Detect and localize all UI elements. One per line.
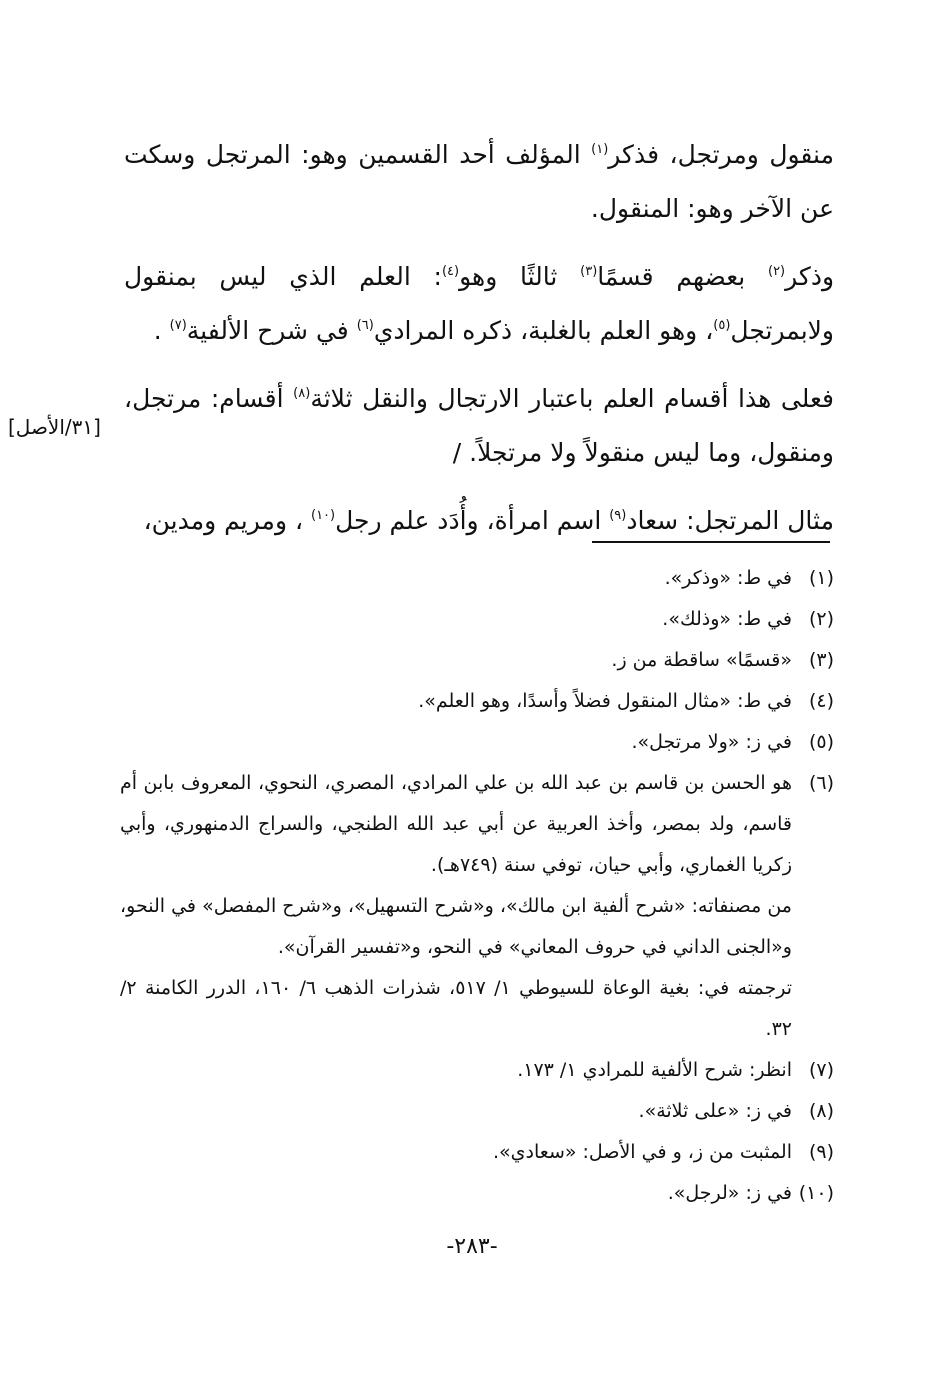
footnotes [120,558,834,1214]
footnote [120,640,834,681]
paragraph [124,128,834,236]
footnote-line: في ط: «وذكر». [664,567,792,589]
text-segment: ، وهو العلم بالغلبة، ذكره المرادي [373,316,714,345]
footnote-number: (٤) [808,690,834,712]
footnote-number: (٣) [808,649,834,671]
text-segment: . [153,316,170,345]
footnote-marker: (٥) [713,318,731,333]
footnote-text [120,681,792,722]
main-text [124,128,834,548]
footnote [120,681,834,722]
footnote-text [120,722,792,763]
footnote-marker: (٢) [767,264,786,279]
text-segment: : العلم الذي ليس بمنقول ولابمرتجل [124,262,834,345]
footnote-line: في ط: «وذلك». [662,608,792,630]
footnote [120,1132,834,1173]
footnote [120,1050,834,1091]
text-segment: في شرح الألفية [186,316,357,345]
footnote-text [120,599,792,640]
footnote-line: «قسمًا» ساقطة من ز. [611,649,792,671]
text-segment: أقسام: مرتجل، ومنقول، وما ليس منقولاً ولا مرتجلاً. / [124,384,834,467]
footnote-line: المثبت من ز، و في الأصل: «سعادي». [493,1141,792,1163]
text-segment: بعضهم قسمًا [597,262,768,291]
footnote-number: (٥) [808,731,834,753]
footnote [120,558,834,599]
footnote-marker: (٤) [441,264,460,279]
footnote-number: (٨) [808,1100,834,1122]
footnote-text [120,558,792,599]
footnote-line: هو الحسن بن قاسم بن عبد الله بن علي المرادي، المصري، النحوي، المعروف بابن أم قاسم، ولد بمصر، وأخذ العربية عن أبي عبد الله الطنجي، والسراج الدمنهوري، وأبي زكريا الغماري، وأبي حيان، توفي سنة (٧٤٩هـ). [120,772,792,876]
footnote-text [120,1173,792,1214]
footnote-line: ترجمته في: بغية الوعاة للسيوطي ١/ ٥١٧، شذرات الذهب ٦/ ١٦٠، الدرر الكامنة ٢/ ٣٢. [120,977,792,1040]
text-segment: ، ومريم ومدين، [143,506,311,535]
footnote-line: في ز: «ولا مرتجل». [631,731,792,753]
text-segment: اسم امرأة، وأُدَد علم رجل [335,506,610,535]
footnote [120,722,834,763]
paragraph [124,372,834,480]
footnote [120,1091,834,1132]
footnote-marker: (١٠) [311,508,336,523]
footnote-line: في ز: «لرجل». [667,1182,792,1204]
footnote-number: (٩) [808,1141,834,1163]
text-segment: وذكر [785,262,835,291]
footnote-text [120,1132,792,1173]
footnote-number: (٢) [808,608,834,630]
text-segment: منقول ومرتجل، فذكر [608,140,834,169]
footnote [120,1173,834,1214]
paragraph [124,250,834,358]
footnote-line: انظر: شرح الألفية للمرادي ١/ ١٧٣. [517,1059,792,1081]
text-segment: فعلى هذا أقسام العلم باعتبار الارتجال والنقل ثلاثة [310,384,834,413]
footnote-marker: (٣) [580,264,598,279]
footnote-text [120,1050,792,1091]
footnote-marker: (٩) [609,508,627,523]
page-number: -٢٨٣- [446,1234,498,1259]
text-segment: مثال المرتجل: سعاد [626,506,834,535]
footnote-marker: (٦) [356,318,374,333]
text-segment: ثالثًا وهو [459,262,581,291]
paragraph [124,494,834,548]
footnote-line: في ط: «مثال المنقول فضلاً وأسدًا، وهو العلم». [418,690,792,712]
footnote-text [120,763,792,1050]
footnote-text [120,1091,792,1132]
footnote-divider [592,541,830,543]
footnote-marker: (٨) [293,386,311,401]
footnote [120,599,834,640]
footnote-number: (١) [808,567,834,589]
footnote-line: من مصنفاته: «شرح ألفية ابن مالك»، و«شرح التسهيل»، و«شرح المفصل» في النحو، و«الجنى الداني في حروف المعاني» في النحو، و«تفسير القرآن». [120,895,792,958]
footnote-marker: (٧) [169,318,187,333]
text-segment: المؤلف أحد القسمين وهو: المرتجل وسكت عن الآخر وهو: المنقول. [124,140,834,223]
footnote-number: (٦) [808,772,834,794]
footnote-marker: (١) [591,142,609,157]
footnote-line: في ز: «على ثلاثة». [638,1100,792,1122]
footnote-number: (٧) [808,1059,834,1081]
footnote-number: (١٠) [798,1182,834,1204]
margin-note: [٣١/الأصل] [8,415,101,439]
footnote [120,763,834,1050]
footnote-text [120,640,792,681]
